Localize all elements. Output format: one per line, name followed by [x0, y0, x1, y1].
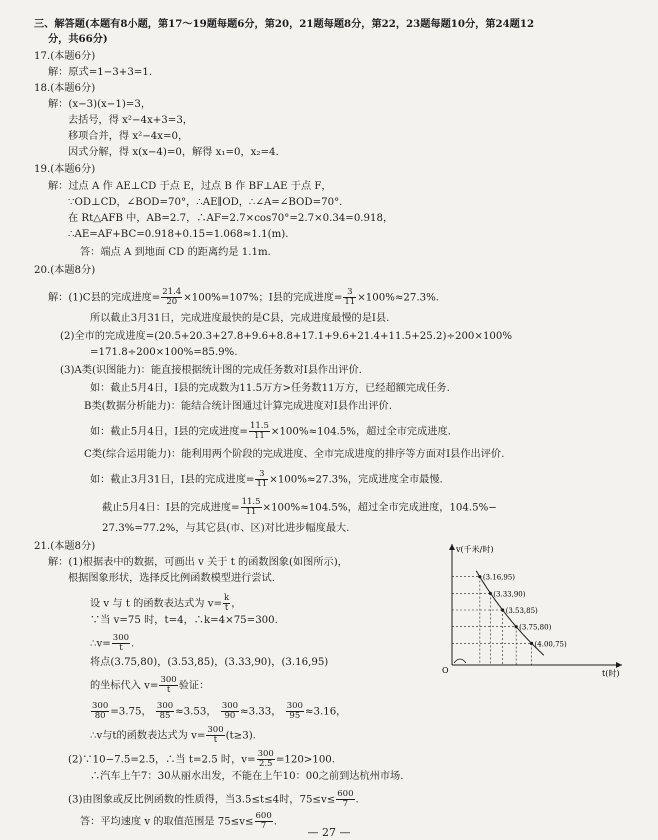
fraction: $\frac{11.5}{11}$ — [249, 421, 269, 441]
q20-line: 如：截止5月4日，I县的完成进度= $\frac{11.5}{11}$ ×100%≈104.5%，超过全市完成进度. — [90, 421, 451, 441]
q21-line: 设 v 与 t 的函数表达式为 v= $\frac{k}{t}$ ， — [90, 593, 242, 613]
q17-line: 解：原式=1−3+3=1. — [48, 67, 153, 78]
q20-line: (2)全市的完成进度=(20.5+20.3+27.8+9.6+8.8+17.1+9.6+21.4+11.5+25.2)÷200×100% — [60, 331, 513, 342]
point-label: (3.16,95) — [482, 573, 516, 582]
q18-head: 18.(本题6分) — [34, 83, 96, 94]
q19-line: ∴AE=AF+BC=0.918+0.15=1.068≈1.1(m). — [68, 229, 289, 240]
section-title-cont: 分，共66分) — [48, 33, 108, 45]
fraction: $\frac{600}{7}$ — [255, 811, 272, 831]
q20-head: 20.(本题8分) — [34, 265, 96, 276]
data-point — [501, 608, 504, 611]
section-title: 三、解答题(本题有8小题，第17～19题每题6分，第20，21题每题8分，第22，23题每题10分，第24题12 — [34, 18, 535, 30]
q21-line: (3)由图象或反比例函数的性质得，当3.5≤t≤4时，75≤v≤ $\frac{600}{7}$ . — [68, 789, 359, 809]
q19-line: ∵OD⊥CD，∠BOD=70°，∴AE∥OD，∴∠A=∠BOD=70°. — [68, 197, 343, 208]
q21-line: 的坐标代入 v= $\frac{300}{t}$ 验证： — [90, 675, 210, 695]
origin-label: O — [442, 666, 449, 675]
q18-line: 移项合并，得 x²−4x=0， — [68, 131, 189, 142]
q20-line: B类(数据分析能力)：能结合统计图通过计算完成进度对I县作出评价. — [84, 401, 392, 412]
fraction: $\frac{300}{t}$ — [160, 675, 177, 695]
fraction: $\frac{k}{t}$ — [224, 593, 230, 613]
fraction: $\frac{300}{85}$ — [156, 701, 174, 721]
fraction: $\frac{300}{95}$ — [286, 701, 303, 721]
point-label: (3.53,85) — [505, 607, 538, 615]
q19-line: 在 Rt△AFB 中，AB=2.7，∴AF=2.7×cos70°=2.7×0.34=0.918， — [68, 213, 394, 224]
q20-line: 如：截止5月4日，I县的完成数为11.5万方>任务数11万方，已经超额完成任务. — [90, 383, 450, 394]
q21-line: 解：(1)根据表中的数据，可画出 v 关于 t 的函数图象(如图所示)， — [48, 557, 348, 568]
t-axis-arrow — [616, 662, 622, 668]
q21-line: 根据图象形状，选择反比例函数模型进行尝试. — [68, 573, 275, 584]
q21-verify-line: $\frac{300}{80}$ =3.75， $\frac{300}{85}$ ≈3.53， $\frac{300}{90}$ ≈3.33， $\frac{300}{95}$ ≈3.16， — [92, 701, 347, 721]
q21-line: (2)∵10−7.5=2.5，∴当 t=2.5 时，v= $\frac{300}{2.5}$ =120>100. — [68, 749, 336, 769]
q18-line: 解：(x−3)(x−1)=3， — [48, 99, 152, 110]
fraction: $\frac{600}{7}$ — [337, 789, 354, 809]
q19-line: 答：端点 A 到地面 CD 的距离约是 1.1m. — [80, 247, 271, 258]
data-point — [489, 592, 492, 595]
q21-line: 将点(3.75,80)，(3.53,85)，(3.33,90)，(3.16,95) — [90, 657, 329, 668]
fraction: $\frac{300}{t}$ — [112, 633, 130, 653]
q20-line: 27.3%=77.2%，与其它县(市、区)对比进步幅度最大. — [102, 523, 350, 534]
fraction: $\frac{300}{90}$ — [221, 701, 239, 721]
fraction: $\frac{21.4}{20}$ — [162, 287, 182, 307]
q20-line: 截止5月4日：I县的完成进度= $\frac{11.5}{11}$ ×100%≈104.5%，超过全市完成进度，104.5%− — [102, 497, 497, 517]
data-point — [478, 575, 481, 578]
q20-line: 解：(1)C县的完成进度= $\frac{21.4}{20}$ ×100%=107%；I县的完成进度= $\frac{3}{11}$ ×100%≈27.3%. — [48, 287, 440, 307]
page-number: — 27 — — [307, 826, 351, 839]
point-label: (3.75,80) — [519, 623, 552, 632]
v-axis-label: v(千米/时) — [456, 545, 494, 554]
fraction: $\frac{300}{t}$ — [207, 725, 224, 745]
fraction: $\frac{3}{11}$ — [344, 287, 356, 307]
data-point — [515, 625, 518, 628]
data-point — [530, 642, 533, 645]
speed-time-graph — [430, 540, 630, 680]
q20-line: 如：截止3月31日，I县的完成进度= $\frac{3}{11}$ ×100%≈27.3%，完成进度全市最慢. — [90, 469, 443, 489]
fraction: $\frac{300}{80}$ — [92, 701, 109, 721]
fraction: $\frac{300}{2.5}$ — [257, 749, 274, 769]
fraction: $\frac{11.5}{11}$ — [241, 497, 261, 517]
axis-break — [454, 659, 466, 663]
point-label: (4.00,75) — [534, 640, 567, 649]
q21-head: 21.(本题8分) — [34, 541, 96, 552]
q21-line: ∴v= $\frac{300}{t}$ . — [90, 633, 135, 653]
fraction: $\frac{3}{11}$ — [256, 469, 268, 489]
q18-line: 因式分解，得 x(x−4)=0，解得 x₁=0，x₂=4. — [68, 147, 279, 158]
q21-line: ∵当 v=75 时，t=4，∴k=4×75=300. — [90, 615, 278, 626]
q21-answer: 答：平均速度 v 的取值范围是 75≤v≤ $\frac{600}{7}$ . — [80, 811, 277, 831]
q18-line: 去括号，得 x²−4x+3=3， — [68, 115, 193, 126]
v-axis-arrow — [449, 544, 455, 550]
q20-line: 所以截止3月31日，完成进度最快的是C县，完成进度最慢的是I县. — [90, 313, 390, 324]
q20-line: C类(综合运用能力)：能利用两个阶段的完成进度、全市完成进度的排序等方面对I县作出评价. — [84, 449, 505, 460]
q17-head: 17.(本题6分) — [34, 51, 96, 62]
point-label: (3.33,90) — [493, 590, 526, 599]
q19-line: 解：过点 A 作 AE⊥CD 于点 E，过点 B 作 BF⊥AE 于点 F， — [48, 181, 332, 192]
q20-line: (3)A类(识图能力)：能直接根据统计图的完成任务数对I县作出评价. — [60, 365, 362, 376]
q19-head: 19.(本题6分) — [34, 164, 96, 175]
q21-line: ∴v与t的函数表达式为 v= $\frac{300}{t}$ (t≥3). — [90, 725, 256, 745]
q21-line: ∴汽车上午7：30从丽水出发，不能在上午10：00之前到达杭州市场. — [90, 771, 404, 782]
t-axis-label: t(时) — [602, 669, 620, 678]
q20-line: =171.8÷200×100%=85.9%. — [90, 347, 238, 358]
